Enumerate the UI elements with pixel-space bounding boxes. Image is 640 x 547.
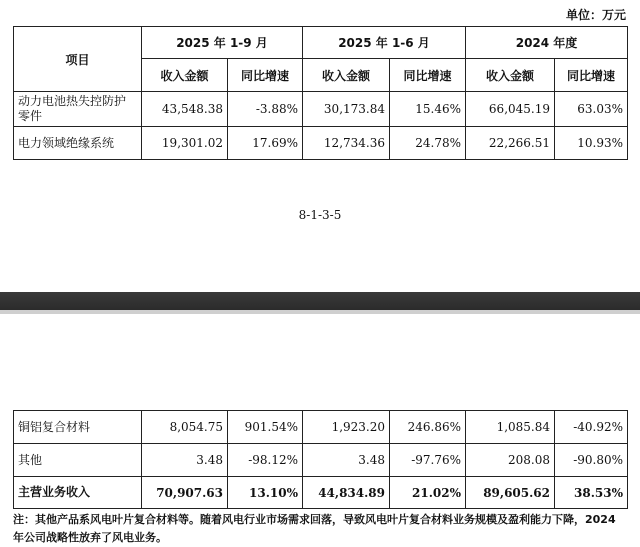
table-footnote: 注：其他产品系风电叶片复合材料等。随着风电行业市场需求回落，导致风电叶片复合材料业务规模及盈利能力下降，2024 年公司战略性放弃了风电业务。	[13, 513, 616, 544]
cell-value: 44,834.89	[303, 477, 390, 509]
row-label: 主营业务收入	[14, 477, 142, 509]
table-row	[14, 411, 628, 444]
header-revenue: 收入金额	[142, 59, 228, 92]
table-row	[14, 127, 628, 160]
cell-value: 3.48	[303, 444, 390, 477]
cell-value: 10.93%	[555, 127, 628, 160]
header-yoy: 同比增速	[555, 59, 628, 92]
cell-value: 13.10%	[228, 477, 303, 509]
header-period-2025-q3: 2025 年 1-9 月	[142, 27, 303, 59]
header-period-2024: 2024 年度	[466, 27, 628, 59]
cell-value: 17.69%	[228, 127, 303, 160]
cell-value: 30,173.84	[303, 92, 390, 127]
cell-value: 901.54%	[228, 411, 303, 444]
header-yoy: 同比增速	[228, 59, 303, 92]
revenue-table-top	[13, 26, 628, 160]
header-revenue: 收入金额	[466, 59, 555, 92]
cell-value: 208.08	[466, 444, 555, 477]
cell-value: -98.12%	[228, 444, 303, 477]
header-item: 项目	[14, 27, 142, 92]
header-yoy: 同比增速	[390, 59, 466, 92]
cell-value: 43,548.38	[142, 92, 228, 127]
cell-value: 89,605.62	[466, 477, 555, 509]
cell-value: -40.92%	[555, 411, 628, 444]
cell-value: -3.88%	[228, 92, 303, 127]
row-label: 其他	[14, 444, 142, 477]
page-divider	[0, 292, 640, 310]
cell-value: 19,301.02	[142, 127, 228, 160]
page-divider-shadow	[0, 310, 640, 314]
cell-value: 38.53%	[555, 477, 628, 509]
revenue-table-bottom	[13, 410, 628, 509]
table-row	[14, 444, 628, 477]
cell-value: 22,266.51	[466, 127, 555, 160]
header-period-2025-h1: 2025 年 1-6 月	[303, 27, 466, 59]
cell-value: 15.46%	[390, 92, 466, 127]
cell-value: 70,907.63	[142, 477, 228, 509]
row-label: 电力领域绝缘系统	[14, 127, 142, 160]
cell-value: 1,085.84	[466, 411, 555, 444]
cell-value: -90.80%	[555, 444, 628, 477]
row-label: 动力电池热失控防护零件	[14, 92, 142, 127]
cell-value: 3.48	[142, 444, 228, 477]
cell-value: 21.02%	[390, 477, 466, 509]
table-row	[14, 92, 628, 127]
cell-value: 24.78%	[390, 127, 466, 160]
cell-value: 12,734.36	[303, 127, 390, 160]
table-row-total	[14, 477, 628, 509]
header-revenue: 收入金额	[303, 59, 390, 92]
cell-value: 63.03%	[555, 92, 628, 127]
page-number: 8-1-3-5	[298, 208, 342, 222]
unit-label: 单位：万元	[565, 8, 626, 22]
row-label: 铜铝复合材料	[14, 411, 142, 444]
cell-value: 8,054.75	[142, 411, 228, 444]
cell-value: 66,045.19	[466, 92, 555, 127]
cell-value: -97.76%	[390, 444, 466, 477]
cell-value: 246.86%	[390, 411, 466, 444]
cell-value: 1,923.20	[303, 411, 390, 444]
